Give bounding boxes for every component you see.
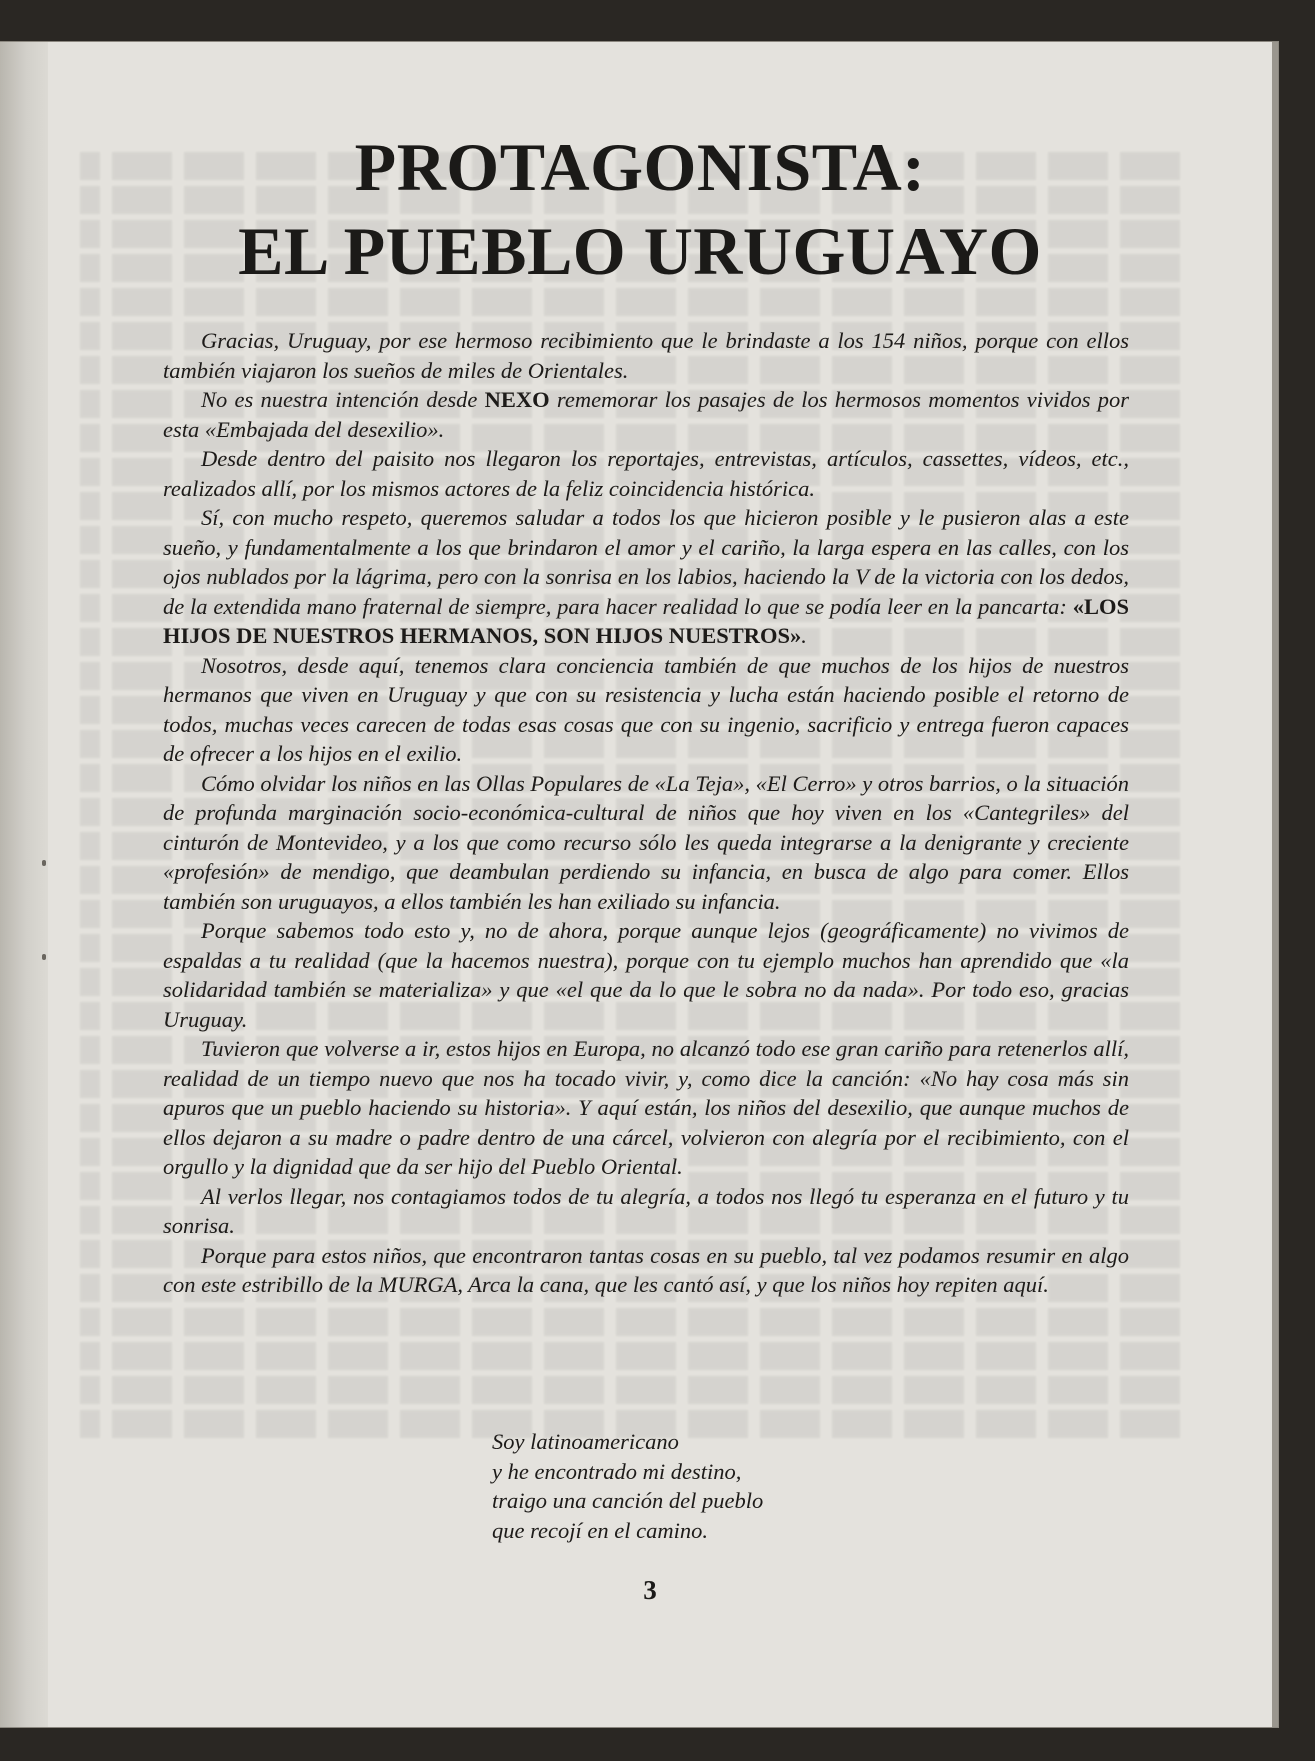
- title-line-1: PROTAGONISTA:: [354, 129, 926, 205]
- page-edge: [1272, 42, 1278, 1727]
- page-number: 3: [643, 1575, 657, 1605]
- verse-line: traigo una canción del pueblo: [492, 1488, 764, 1513]
- staple-mark: [42, 860, 46, 866]
- article-title: [180, 125, 1100, 293]
- bold-text: NEXO: [484, 387, 550, 412]
- verse-line: que recojí en el camino.: [492, 1517, 708, 1543]
- song-verse: [492, 1427, 763, 1545]
- text-run: Sí, con mucho respeto, queremos saludar a todos los que hicieron posible y le pusieron alas a este sueño, y fundamentalmente a los que brindaron el amor y el cariño, la larga espera en las calles, con los ojos nublados por la lágrima, pero con la sonrisa en los labios, haciendo la V de la victoria con los dedos, de la extendida mano fraternal de siempre, para hacer realidad lo que se podía leer en la pancarta:: [163, 505, 1129, 619]
- text-run: rememorar los pasajes de los hermosos momentos vividos por esta «Embajada del desexilio».: [163, 387, 1129, 442]
- text-run: No es nuestra intención desde: [201, 387, 485, 412]
- paragraph: Al verlos llegar, nos contagiamos todos de tu alegría, a todos nos llegó tu esperanza en el futuro y tu sonrisa.: [163, 1183, 1129, 1238]
- paragraph: Nosotros, desde aquí, tenemos clara conciencia también de que muchos de los hijos de nuestros hermanos que viven en Uruguay y que con su resistencia y lucha están haciendo posible el retorno de todos, muchas veces carecen de todas esas cosas que con su ingenio, sacrificio y entrega fueron capaces de ofrecer a los hijos en el exilio.: [163, 652, 1129, 766]
- paragraph: Porque sabemos todo esto y, no de ahora, porque aunque lejos (geográficamente) no vivimos de espaldas a tu realidad (que la hacemos nuestra), porque con tu ejemplo muchos han aprendido que «la solidaridad también se materializa» y que «el que da lo que le sobra no da nada». Por todo eso, gracias Uruguay.: [163, 918, 1129, 1032]
- paragraph: Gracias, Uruguay, por ese hermoso recibimiento que le brindaste a los 154 niños, porque con ellos también viajaron los sueños de miles de Orientales.: [163, 328, 1129, 383]
- paragraph: Desde dentro del paisito nos llegaron los reportajes, entrevistas, artículos, cassettes, vídeos, etc., realizados allí, por los mismos actores de la feliz coincidencia histórica.: [163, 446, 1129, 501]
- article-body: [163, 326, 1129, 1300]
- page-binding: [0, 42, 48, 1727]
- text-run: .: [801, 623, 807, 648]
- staple-mark: [42, 954, 46, 960]
- bold-text: «LOS HIJOS DE NUESTROS HERMANOS, SON HIJOS NUESTROS»: [163, 593, 1129, 648]
- verse-line: Soy latinoamericano: [492, 1429, 679, 1454]
- paragraph: Tuvieron que volverse a ir, estos hijos en Europa, no alcanzó todo ese gran cariño para retenerlos allí, realidad de un tiempo nuevo que nos ha tocado vivir, y, como dice la canción: «No hay cosa más sin apuros que un pueblo haciendo su historia». Y aquí están, los niños del desexilio, que aunque muchos de ellos dejaron a su madre o padre dentro de una cárcel, volvieron con alegría por el recibimiento, con el orgullo y la dignidad que da ser hijo del Pueblo Oriental.: [163, 1036, 1129, 1179]
- paragraph: Porque para estos niños, que encontraron tantas cosas en su pueblo, tal vez podamos resumir en algo con este estribillo de la MURGA, Arca la cana, que les cantó así, y que los niños hoy repiten aquí.: [163, 1242, 1129, 1297]
- paragraph: [163, 385, 1129, 444]
- verse-line: y he encontrado mi destino,: [492, 1458, 742, 1484]
- paragraph: Cómo olvidar los niños en las Ollas Populares de «La Teja», «El Cerro» y otros barrios, o la situación de profunda marginación socio-económica-cultural de niños que hoy viven en los «Cantegriles» del cinturón de Montevideo, y a los que como recurso sólo les queda integrarse a la denigrante y creciente «profesión» de mendigo, que deambulan perdiendo su infancia, en busca de algo para comer. Ellos también son uruguayos, a ellos también les han exiliado su infancia.: [163, 770, 1129, 914]
- title-line-2: EL PUEBLO URUGUAYO: [238, 213, 1042, 289]
- paragraph: [163, 503, 1129, 651]
